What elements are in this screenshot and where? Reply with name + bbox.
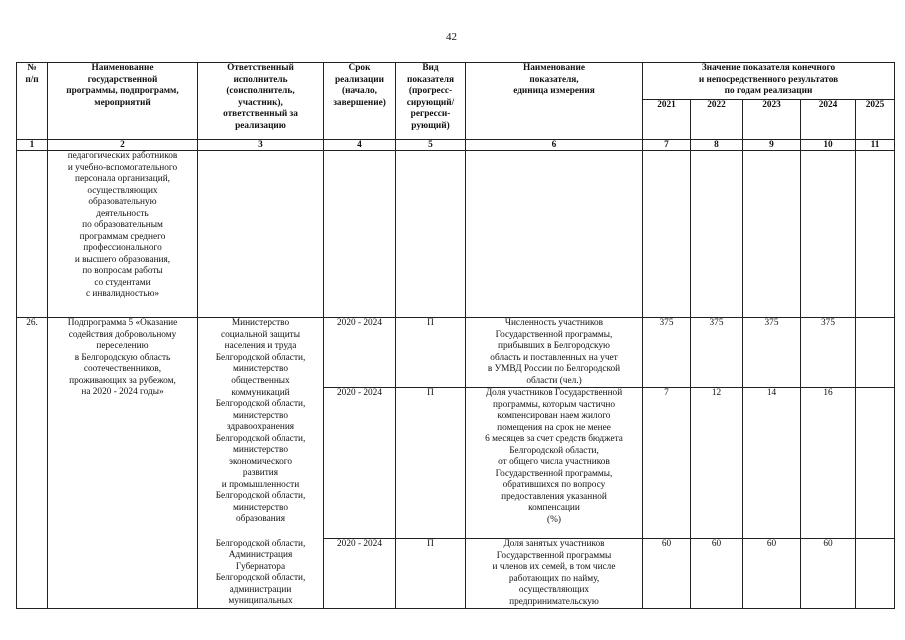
indicator-name: Доля участников Государственной программы, которым частично компенсирован наем жилого помещения на срок не менее 6 месяцев за счет средств бюджета Белгородской области, от общего числа участников Государственной программы, обратившихся по вопросу предоставления указанной компенсации (%) — [466, 388, 643, 539]
header-executor: Ответственный исполнитель (соисполнитель, участник), ответственный за реализацию — [198, 63, 324, 140]
row-number: 26. — [17, 318, 48, 609]
header-year-2023: 2023 — [743, 100, 801, 140]
indicator-name: Доля занятых участников Государственной программы и членов их семей, в том числе работающих по найму, осуществляющих предпринимательскую — [466, 539, 643, 609]
executor-text: коммуникаций Белгородской области, министерство здравоохранения Белгородской области, министерство экономического развития и промышленности Белгородской области, министерство образования — [198, 388, 324, 539]
header-year-2025: 2025 — [856, 100, 895, 140]
column-number: 2 — [48, 140, 198, 151]
indicators-table — [16, 62, 895, 609]
indicator-name: Численность участников Государственной программы, прибывших в Белгородскую область и поставленных на учет в УМВД России по Белгородской области (чел.) — [466, 318, 643, 388]
indicator-value: 14 — [743, 388, 801, 539]
indicator-value — [856, 388, 895, 539]
column-number: 1 — [17, 140, 48, 151]
executor-text: Министерство социальной защиты населения и труда Белгородской области, министерство общественных — [198, 318, 324, 388]
indicator-value: 7 — [643, 388, 691, 539]
header-year-2024: 2024 — [801, 100, 856, 140]
indicator-value: 16 — [801, 388, 856, 539]
column-number: 10 — [801, 140, 856, 151]
indicator-term: 2020 - 2024 — [324, 318, 396, 388]
indicator-value: 375 — [643, 318, 691, 388]
column-numbers-row — [17, 140, 895, 151]
header-indicator-name: Наименование показателя, единица измерения — [466, 63, 643, 140]
column-number: 8 — [691, 140, 743, 151]
indicator-value: 60 — [743, 539, 801, 609]
column-number: 5 — [396, 140, 466, 151]
header-values-group: Значение показателя конечного и непосредственного результатов по годам реализации — [643, 63, 895, 100]
header-year-2021: 2021 — [643, 100, 691, 140]
column-number: 7 — [643, 140, 691, 151]
header-term: Срок реализации (начало, завершение) — [324, 63, 396, 140]
column-number: 3 — [198, 140, 324, 151]
continuation-text: педагогических работников и учебно-вспомогательного персонала организаций, осуществляющих образовательную деятельность по образовательным программам среднего профессионального и высшего образования, по вопросам работы со студентами с инвалидностью» — [48, 151, 198, 318]
column-number: 4 — [324, 140, 396, 151]
header-indicator-type: Вид показателя (прогресс- сирующий/ регресси- рующий) — [396, 63, 466, 140]
indicator-term: 2020 - 2024 — [324, 539, 396, 609]
indicator-value: 60 — [691, 539, 743, 609]
indicator-value: 375 — [743, 318, 801, 388]
column-number: 9 — [743, 140, 801, 151]
indicator-value: 375 — [691, 318, 743, 388]
indicator-value — [856, 539, 895, 609]
table-row — [17, 151, 895, 318]
header-year-2022: 2022 — [691, 100, 743, 140]
indicator-type: П — [396, 388, 466, 539]
column-number: 11 — [856, 140, 895, 151]
indicator-value: 60 — [643, 539, 691, 609]
indicator-value: 60 — [801, 539, 856, 609]
header-program-name: Наименование государственной программы, подпрограмм, мероприятий — [48, 63, 198, 140]
indicator-term: 2020 - 2024 — [324, 388, 396, 539]
subprogram-name: Подпрограмма 5 «Оказание содействия добровольному переселению в Белгородскую область соотечественников, проживающих за рубежом, на 2020 - 2024 годы» — [48, 318, 198, 609]
indicator-type: П — [396, 318, 466, 388]
indicator-value — [856, 318, 895, 388]
indicator-type: П — [396, 539, 466, 609]
column-number: 6 — [466, 140, 643, 151]
header-number: № п/п — [17, 63, 48, 140]
page-number: 42 — [446, 31, 457, 43]
executor-text: Белгородской области, Администрация Губернатора Белгородской области, администрации муниципальных — [198, 539, 324, 609]
table-row — [17, 318, 895, 388]
indicator-value: 375 — [801, 318, 856, 388]
indicator-value: 12 — [691, 388, 743, 539]
